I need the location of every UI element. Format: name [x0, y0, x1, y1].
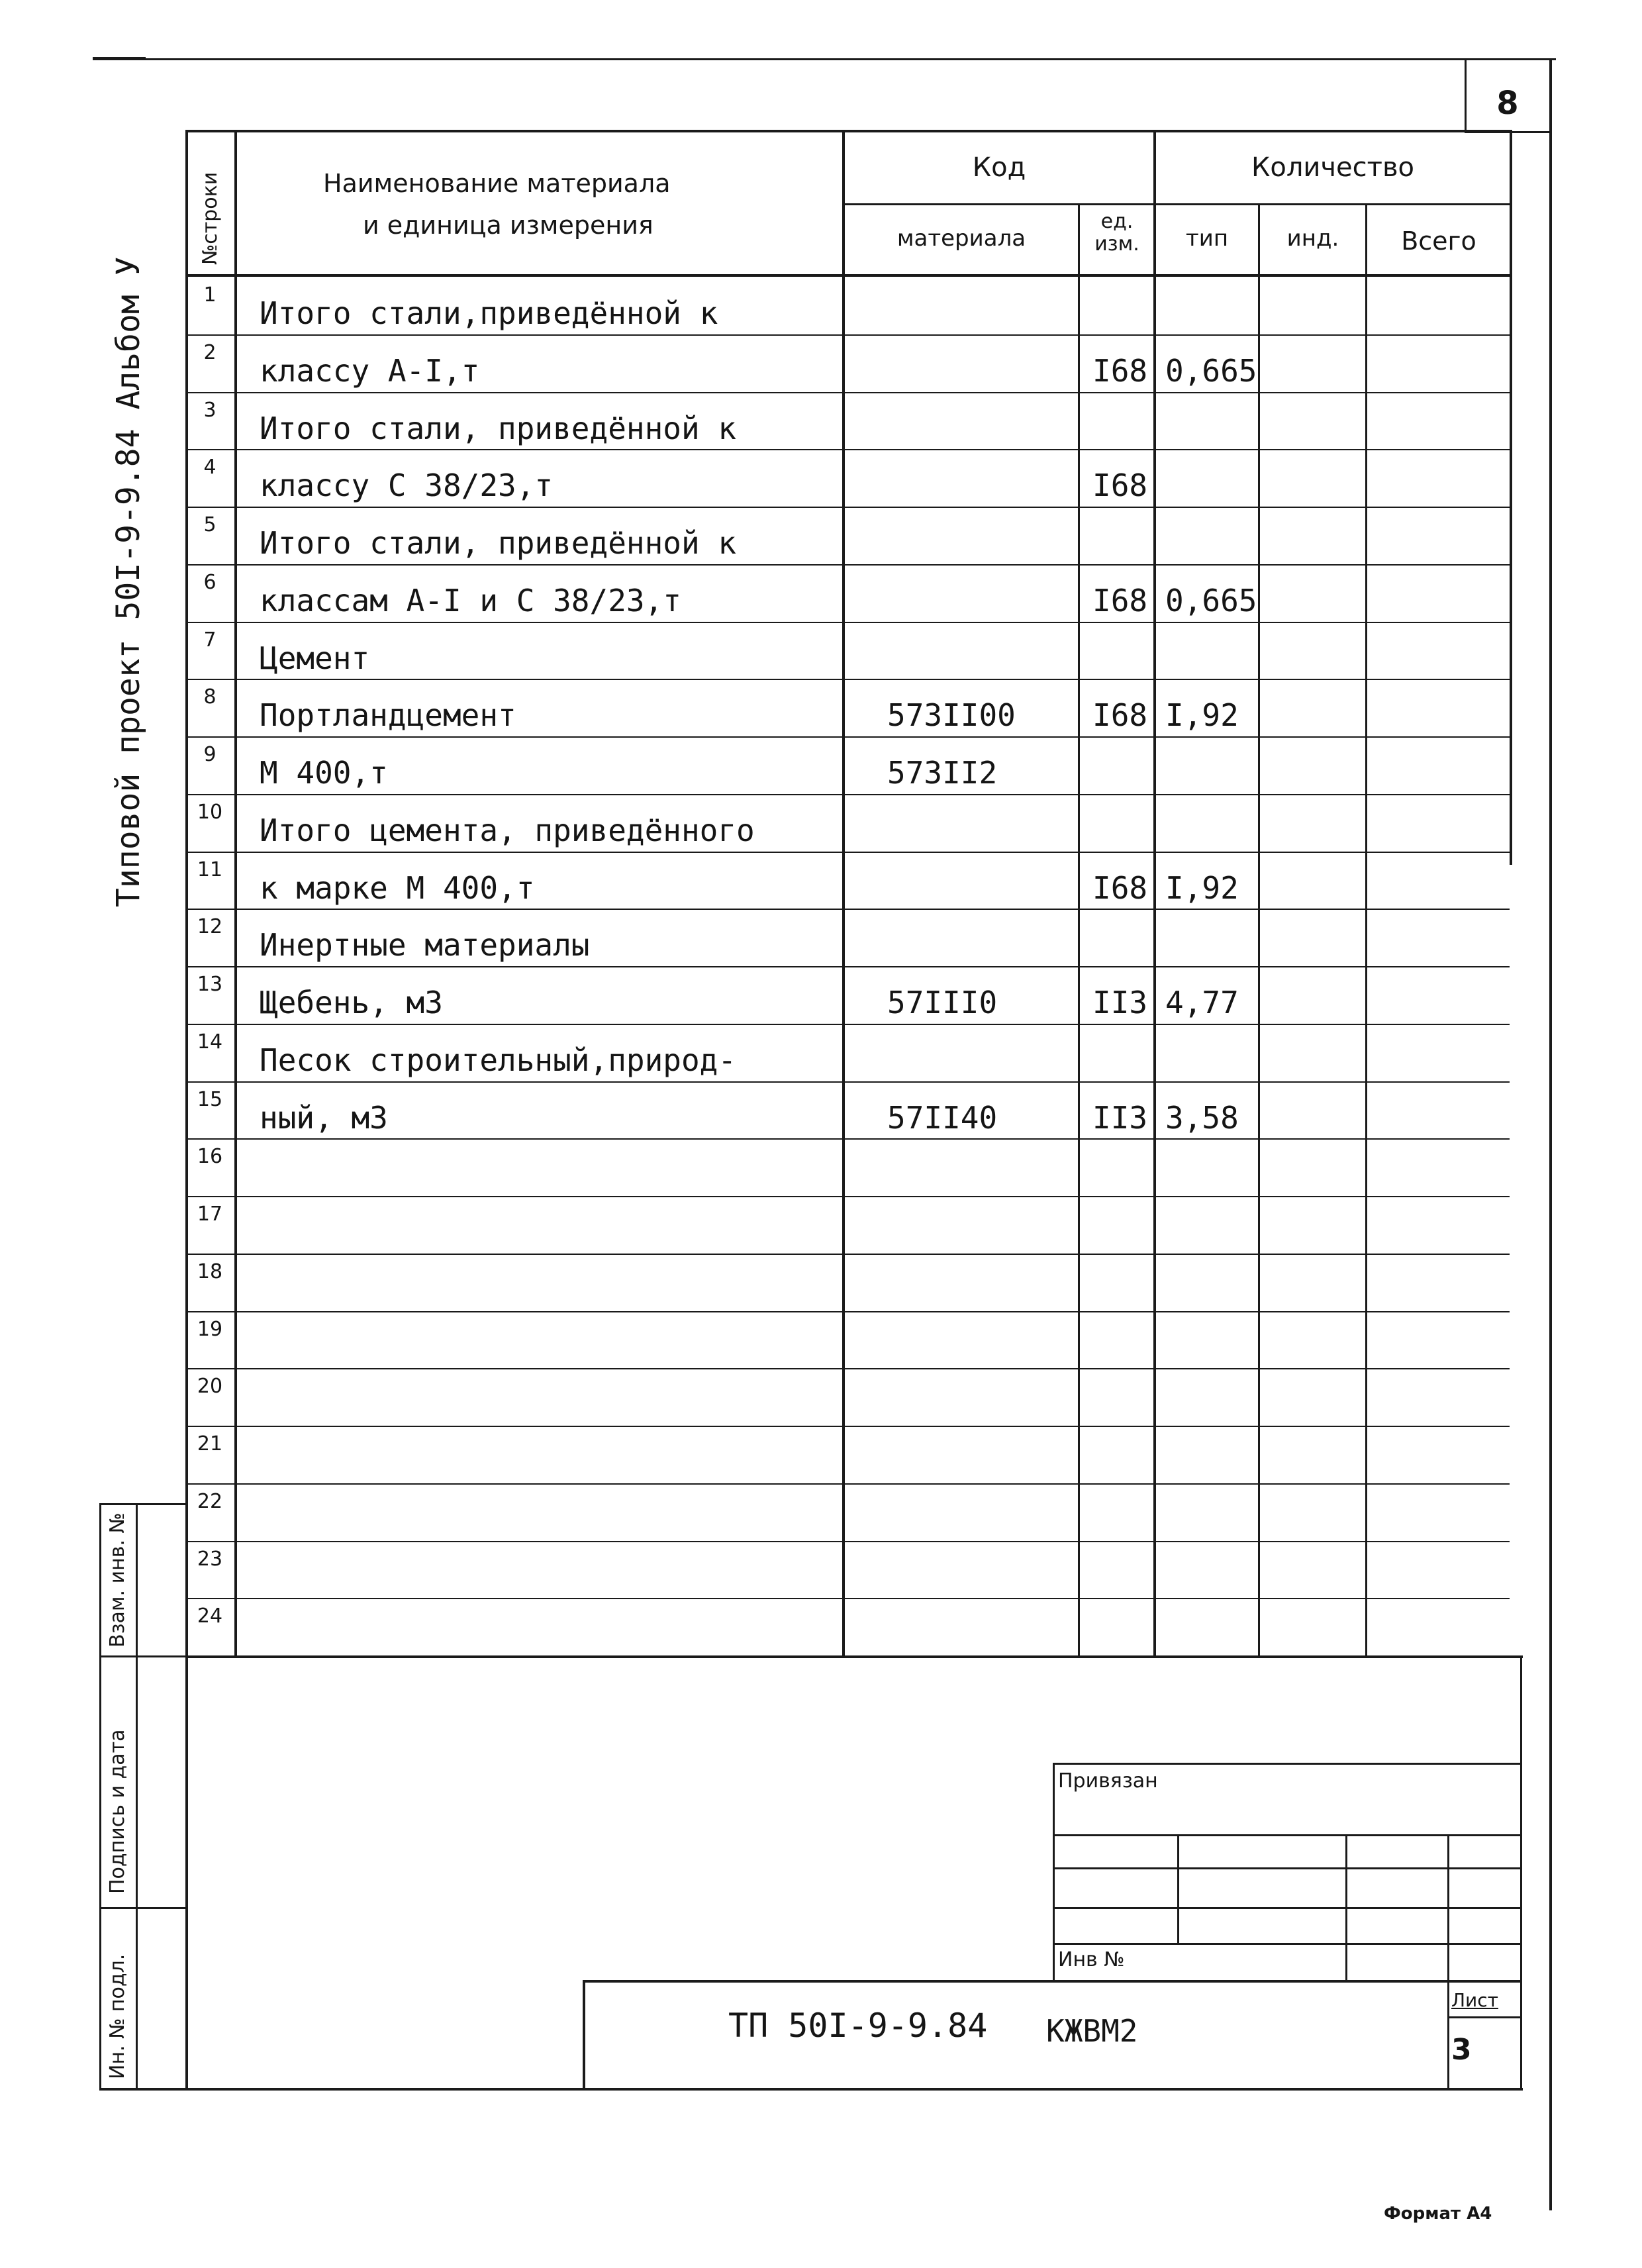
- row-separator: [185, 449, 1510, 450]
- row-number: 19: [197, 1318, 223, 1341]
- quantity-type: I,92: [1165, 870, 1239, 906]
- material-name: классу А-I,т: [260, 353, 480, 389]
- material-name: Итого стали, приведённой к: [260, 525, 737, 561]
- material-code: 57III0: [887, 985, 998, 1020]
- col-sep-unit: [1153, 130, 1156, 1657]
- row-number: 21: [197, 1432, 223, 1455]
- stamp-row-2: [1053, 1867, 1521, 1869]
- side-caption: Типовой проект 50I-9-9.84 Альбом У: [110, 256, 147, 907]
- col-sep-ind: [1365, 203, 1367, 1657]
- material-name: к марке М 400,т: [260, 870, 535, 906]
- material-code: 573II2: [887, 755, 998, 791]
- side-stamp-bottom: [99, 2088, 1523, 2091]
- stamp-sheet-number: 3: [1451, 2033, 1472, 2067]
- row-number: 11: [197, 858, 223, 881]
- material-name: Песок строительный,природ-: [260, 1042, 737, 1078]
- row-number: 18: [197, 1260, 223, 1283]
- row-number: 9: [203, 743, 217, 766]
- quantity-type: 4,77: [1165, 985, 1239, 1020]
- page-number: 8: [1496, 85, 1519, 122]
- side-stamp-mid: [136, 1503, 138, 2089]
- row-number: 8: [203, 685, 217, 709]
- unit-code: I68: [1092, 870, 1148, 906]
- stamp-col-3: [1447, 1834, 1449, 1981]
- stamp-doc-code: ТП 50I-9-9.84: [728, 2006, 988, 2045]
- page-number-box-left: [1465, 58, 1467, 132]
- material-code: 57II40: [887, 1100, 998, 1136]
- col-sep-type: [1258, 203, 1260, 1657]
- row-separator: [185, 1598, 1510, 1599]
- stamp-row-1: [1053, 1834, 1521, 1836]
- material-code: 573II00: [887, 697, 1016, 733]
- stamp-sheet-label: Лист: [1451, 1989, 1498, 2011]
- row-separator: [185, 736, 1510, 738]
- material-name: Итого стали,приведённой к: [260, 295, 718, 331]
- header-qty-type: тип: [1185, 225, 1229, 252]
- stamp-col-1: [1177, 1834, 1179, 1943]
- stamp-privyazan-top: [1053, 1763, 1521, 1765]
- side-stamp-inv-podl: Ин. № подл.: [106, 1953, 129, 2079]
- row-number: 20: [197, 1375, 223, 1398]
- table-bottom: [185, 1655, 1523, 1658]
- unit-code: I68: [1092, 468, 1148, 503]
- header-qty-total: Всего: [1401, 226, 1476, 256]
- row-separator: [185, 1024, 1510, 1025]
- right-border: [1549, 58, 1552, 2210]
- col-sep-code: [1078, 203, 1080, 1657]
- stamp-privyazan: Привязан: [1058, 1769, 1158, 1793]
- table-header-bottom: [185, 274, 1510, 277]
- row-separator: [185, 1196, 1510, 1197]
- stamp-row-4: [1053, 1943, 1521, 1945]
- table-right: [1510, 130, 1512, 865]
- unit-code: II3: [1092, 1100, 1148, 1136]
- quantity-type: 3,58: [1165, 1100, 1239, 1136]
- row-separator: [185, 966, 1510, 967]
- format-label: Формат А4: [1384, 2204, 1492, 2224]
- quantity-type: I,92: [1165, 697, 1239, 733]
- row-number: 17: [197, 1203, 223, 1226]
- material-name: Итого цемента, приведённого: [260, 813, 755, 848]
- row-number: 7: [203, 628, 217, 652]
- row-separator: [185, 1254, 1510, 1255]
- row-number: 23: [197, 1548, 223, 1571]
- header-code-material: материала: [896, 225, 1026, 252]
- material-name: Итого стали, приведённой к: [260, 411, 737, 446]
- row-number: 13: [197, 973, 223, 996]
- row-number: 15: [197, 1088, 223, 1111]
- material-name: классам А-I и С 38/23,т: [260, 583, 681, 618]
- top-border-stub: [93, 57, 146, 59]
- unit-code: I68: [1092, 583, 1148, 618]
- header-qty-group: Количество: [1251, 152, 1414, 183]
- unit-code: I68: [1092, 697, 1148, 733]
- side-stamp-top: [99, 1503, 188, 1505]
- row-number: 24: [197, 1604, 223, 1628]
- stamp-inv-no: Инв №: [1058, 1948, 1125, 1971]
- row-number: 5: [203, 513, 217, 536]
- side-stamp-left: [99, 1503, 101, 2089]
- stamp-main-left: [583, 1980, 585, 2089]
- header-name-line2: и единица измерения: [363, 211, 653, 240]
- row-separator: [185, 564, 1510, 566]
- stamp-main-top: [583, 1980, 1521, 1983]
- col-sep-rownum: [234, 130, 237, 1657]
- row-number: 10: [197, 801, 223, 824]
- row-separator: [185, 679, 1510, 680]
- side-stamp-div2: [99, 1907, 188, 1909]
- row-number: 14: [197, 1030, 223, 1054]
- row-separator: [185, 1426, 1510, 1427]
- stamp-privyazan-left: [1053, 1763, 1055, 1981]
- stamp-row-3: [1053, 1907, 1521, 1909]
- row-number: 4: [203, 456, 217, 479]
- material-name: Инертные материалы: [260, 927, 590, 963]
- row-number: 6: [203, 571, 217, 594]
- row-separator: [185, 1311, 1510, 1312]
- row-separator: [185, 622, 1510, 623]
- row-separator: [185, 334, 1510, 336]
- stamp-col-2: [1345, 1834, 1347, 1981]
- row-separator: [185, 1081, 1510, 1083]
- table-top: [185, 130, 1510, 132]
- row-number: 3: [203, 399, 217, 422]
- header-code-group: Код: [972, 152, 1026, 183]
- stamp-sheet-mid: [1447, 2016, 1521, 2018]
- row-separator: [185, 1483, 1510, 1485]
- side-stamp-div1: [99, 1655, 188, 1657]
- material-name: Цемент: [260, 640, 370, 676]
- quantity-type: 0,665: [1165, 583, 1257, 618]
- row-separator: [185, 794, 1510, 795]
- row-number: 12: [197, 915, 223, 938]
- stamp-area-right: [1520, 1655, 1522, 2090]
- header-qty-ind: инд.: [1286, 225, 1339, 252]
- material-name: классу С 38/23,т: [260, 468, 554, 503]
- row-number: 2: [203, 341, 217, 364]
- col-sep-name: [842, 130, 845, 1657]
- side-stamp-podpis: Подпись и дата: [106, 1729, 129, 1894]
- side-stamp-vzam: Взам. инв. №: [106, 1512, 129, 1648]
- header-mid-line: [842, 203, 1510, 205]
- row-number: 22: [197, 1490, 223, 1513]
- unit-code: I68: [1092, 353, 1148, 389]
- quantity-type: 0,665: [1165, 353, 1257, 389]
- row-separator: [185, 1138, 1510, 1140]
- material-name: ный, м3: [260, 1100, 388, 1136]
- unit-code: II3: [1092, 985, 1148, 1020]
- row-separator: [185, 507, 1510, 508]
- row-number: 1: [203, 283, 217, 307]
- header-row-number: №строки: [199, 172, 222, 265]
- row-separator: [185, 1368, 1510, 1369]
- material-name: Щебень, м3: [260, 985, 443, 1020]
- material-name: М 400,т: [260, 755, 388, 791]
- row-separator: [185, 852, 1510, 853]
- row-separator: [185, 1541, 1510, 1542]
- stamp-sheet-left: [1447, 1980, 1449, 2089]
- header-name-line1: Наименование материала: [323, 169, 671, 198]
- row-number: 16: [197, 1145, 223, 1168]
- stamp-doc-name: КЖВМ2: [1046, 2013, 1138, 2049]
- row-separator: [185, 909, 1510, 910]
- material-name: Портландцемент: [260, 697, 516, 733]
- top-border: [93, 58, 1556, 60]
- row-separator: [185, 392, 1510, 393]
- header-code-unit: ед. изм.: [1094, 210, 1139, 256]
